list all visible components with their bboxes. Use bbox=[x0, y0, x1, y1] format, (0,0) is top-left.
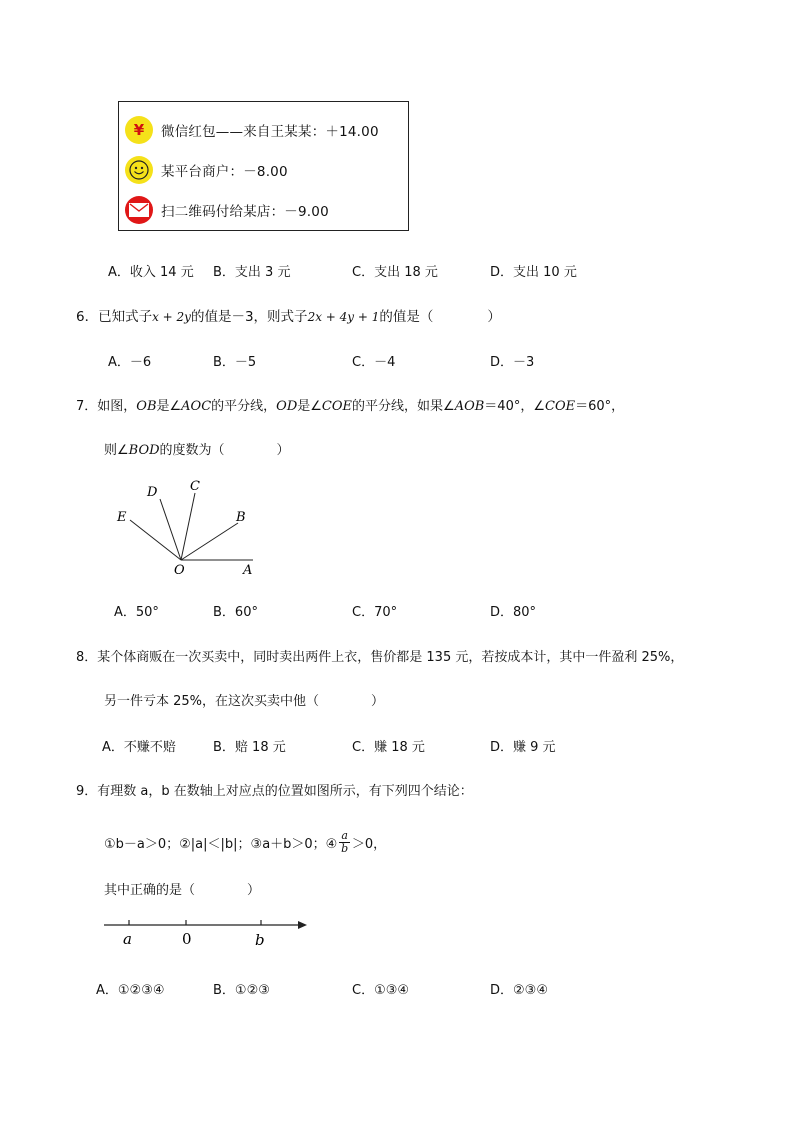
q7-stem-line2: 则∠BOD的度数为（ ） bbox=[104, 443, 290, 458]
ray-od bbox=[160, 499, 181, 560]
q6-option-d: D．－3 bbox=[490, 355, 535, 370]
label-zero: 0 bbox=[182, 930, 192, 948]
payment-row-income bbox=[125, 115, 379, 145]
q9-stem-line1: 9．有理数 a，b 在数轴上对应点的位置如图所示，有下列四个结论： bbox=[76, 784, 473, 799]
q9-conclusions: ①b－a＞0；②|a|＜|b|；③a＋b＞0；④ a b ＞0， bbox=[104, 829, 387, 855]
q8-option-d: D．赚 9 元 bbox=[490, 740, 556, 755]
axis-arrow bbox=[298, 921, 307, 929]
label-c: C bbox=[190, 479, 200, 494]
q8-option-c: C．赚 18 元 bbox=[352, 740, 425, 755]
q9-option-a: A．①②③④ bbox=[96, 983, 165, 998]
q6-option-a: A．－6 bbox=[108, 355, 152, 370]
q7-option-b: B．60° bbox=[213, 605, 258, 620]
angle-figure bbox=[110, 475, 270, 580]
ray-oe bbox=[130, 520, 181, 560]
q5-option-a: A．收入 14 元 bbox=[108, 265, 194, 280]
payment-row-text: 某平台商户：－8.00 bbox=[161, 164, 288, 180]
payment-row-text: 微信红包——来自王某某：＋14.00 bbox=[161, 124, 379, 140]
label-b: b bbox=[255, 931, 265, 949]
q8-option-a: A．不赚不赔 bbox=[102, 740, 176, 755]
payment-record-box bbox=[118, 101, 409, 231]
q9-stem-line3: 其中正确的是（ ） bbox=[104, 883, 261, 898]
q6-option-b: B．－5 bbox=[213, 355, 257, 370]
label-d: D bbox=[147, 485, 158, 500]
q8-stem-line2: 另一件亏本 25%，在这次买卖中他（ ） bbox=[104, 694, 385, 709]
q7-option-a: A．50° bbox=[114, 605, 159, 620]
mail-icon bbox=[125, 196, 153, 224]
q5-option-c: C．支出 18 元 bbox=[352, 265, 438, 280]
q7-stem-line1: 7．如图，OB是∠AOC的平分线，OD是∠COE的平分线，如果∠AOB＝40°，∠COE＝60°， bbox=[76, 399, 625, 414]
ray-oc bbox=[181, 493, 195, 560]
yen-icon: ¥ bbox=[125, 116, 153, 144]
q8-stem-line1: 8．某个体商贩在一次买卖中，同时卖出两件上衣，售价都是 135 元，若按成本计，其中一件盈利 25%， bbox=[76, 650, 684, 665]
label-b: B bbox=[236, 510, 246, 525]
q9-option-d: D．②③④ bbox=[490, 983, 548, 998]
q7-option-d: D．80° bbox=[490, 605, 537, 620]
q9-option-b: B．①②③ bbox=[213, 983, 270, 998]
label-o: O bbox=[174, 563, 185, 578]
q6-stem: 6．已知式子x + 2y的值是－3，则式子2x + 4y + 1的值是（ ） bbox=[76, 309, 501, 325]
payment-row-scan bbox=[125, 195, 329, 225]
label-a: A bbox=[243, 563, 253, 578]
smiley-icon bbox=[125, 156, 153, 184]
q5-option-b: B．支出 3 元 bbox=[213, 265, 291, 280]
label-a: a bbox=[123, 930, 132, 948]
q9-option-c: C．①③④ bbox=[352, 983, 410, 998]
fraction-a-over-b: a b bbox=[341, 829, 349, 855]
payment-row-merchant bbox=[125, 155, 288, 185]
q7-option-c: C．70° bbox=[352, 605, 398, 620]
q6-option-c: C．－4 bbox=[352, 355, 396, 370]
label-e: E bbox=[117, 510, 127, 525]
number-line bbox=[100, 912, 315, 952]
q8-option-b: B．赔 18 元 bbox=[213, 740, 286, 755]
q5-option-d: D．支出 10 元 bbox=[490, 265, 577, 280]
ray-ob bbox=[181, 523, 238, 560]
payment-row-text: 扫二维码付给某店：－9.00 bbox=[161, 204, 329, 220]
